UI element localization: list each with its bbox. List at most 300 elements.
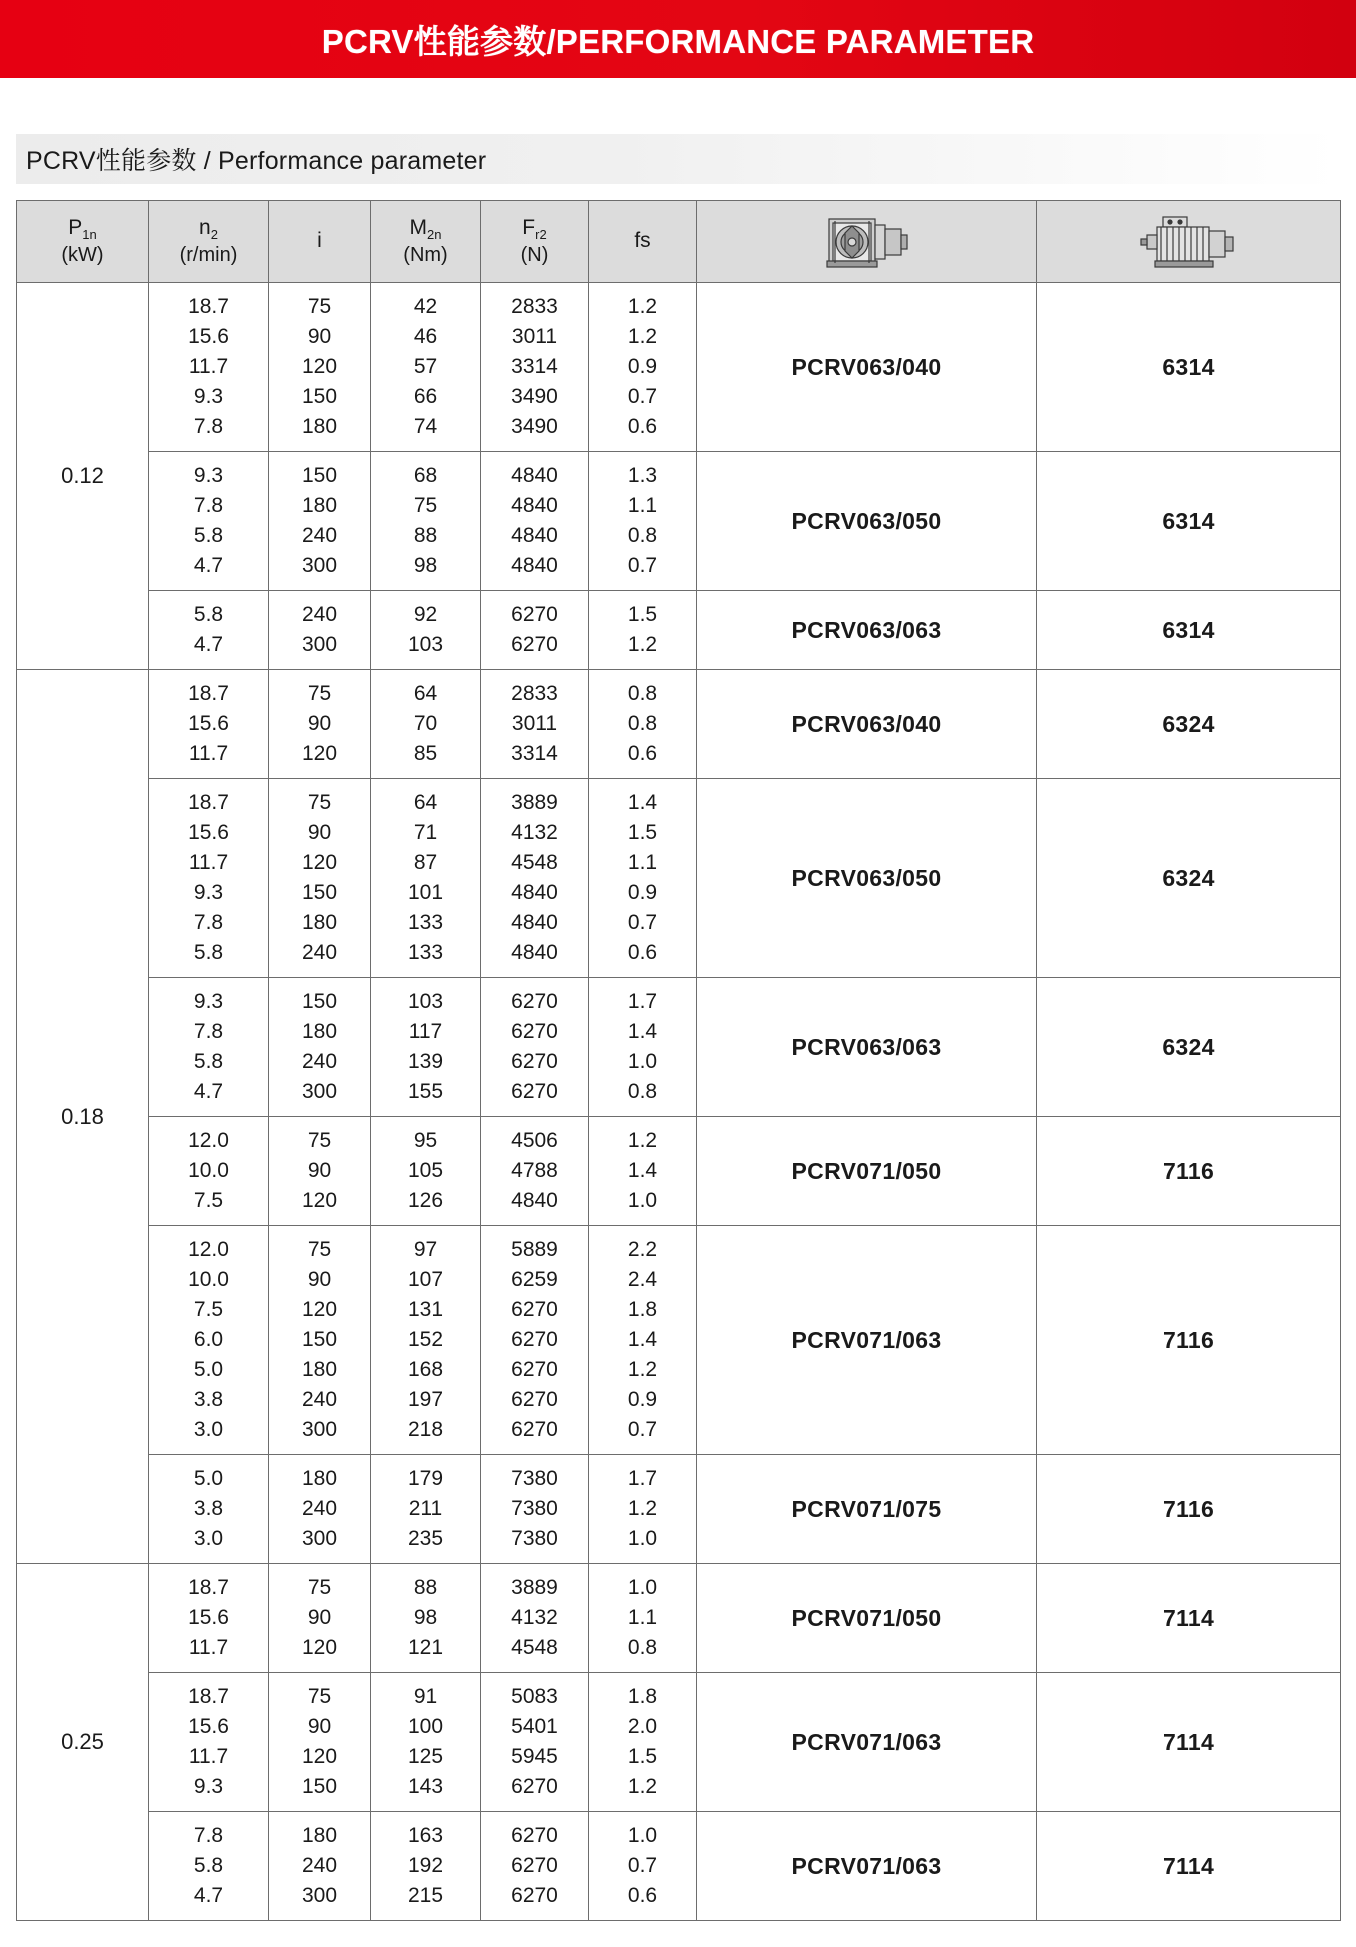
value: 240 bbox=[301, 1050, 338, 1073]
value: 71 bbox=[413, 821, 438, 844]
value: 15.6 bbox=[188, 325, 229, 348]
value-stack bbox=[149, 1564, 268, 1672]
value-stack bbox=[589, 1455, 696, 1563]
header-symbol: $F_{r2}$ bbox=[522, 216, 547, 243]
value: 15.6 bbox=[188, 1715, 229, 1738]
value: 3490 bbox=[511, 415, 558, 438]
value: 300 bbox=[301, 1884, 338, 1907]
value-stack bbox=[269, 452, 370, 590]
value: 46 bbox=[413, 325, 438, 348]
value: 2833 bbox=[511, 295, 558, 318]
cell-output-speed bbox=[149, 1226, 269, 1455]
value: 211 bbox=[408, 1497, 443, 1520]
value-stack bbox=[269, 1564, 370, 1672]
cell-model: PCRV063/040 bbox=[697, 283, 1037, 452]
value: 5.8 bbox=[193, 1050, 224, 1073]
cell-radial-load bbox=[481, 978, 589, 1117]
table-body bbox=[17, 283, 1341, 1921]
table-row bbox=[17, 1673, 1341, 1812]
value: 4506 bbox=[511, 1129, 558, 1152]
value: 1.4 bbox=[627, 1159, 658, 1182]
value: 18.7 bbox=[188, 682, 229, 705]
value-stack bbox=[269, 1226, 370, 1454]
value-stack bbox=[269, 1812, 370, 1920]
value: 66 bbox=[413, 385, 438, 408]
cell-service-factor bbox=[589, 1812, 697, 1921]
value-stack bbox=[149, 978, 268, 1116]
header-symbol: $n_2$ bbox=[199, 216, 218, 243]
table-row bbox=[17, 670, 1341, 779]
value-stack bbox=[149, 779, 268, 977]
cell-service-factor bbox=[589, 1564, 697, 1673]
header-subscript: 2 bbox=[210, 227, 218, 243]
cell-output-torque bbox=[371, 283, 481, 452]
cell-radial-load bbox=[481, 1226, 589, 1455]
value: 10.0 bbox=[188, 1268, 229, 1291]
value: 3.0 bbox=[193, 1418, 224, 1441]
value: 5.8 bbox=[193, 941, 224, 964]
value: 105 bbox=[407, 1159, 444, 1182]
value: 120 bbox=[301, 851, 338, 874]
value: 0.6 bbox=[627, 742, 658, 765]
value: 11.7 bbox=[188, 1745, 229, 1768]
value: 7.8 bbox=[193, 494, 224, 517]
header-subscript: r2 bbox=[535, 227, 547, 243]
performance-table bbox=[16, 200, 1341, 1921]
value: 131 bbox=[407, 1298, 444, 1321]
value: 180 bbox=[301, 1467, 338, 1490]
cell-output-speed bbox=[149, 670, 269, 779]
value: 1.0 bbox=[627, 1576, 658, 1599]
value: 64 bbox=[413, 682, 438, 705]
value: 1.2 bbox=[627, 1358, 658, 1381]
value: 75 bbox=[413, 494, 438, 517]
cell-output-torque bbox=[371, 1455, 481, 1564]
value: 100 bbox=[407, 1715, 444, 1738]
value-stack bbox=[269, 283, 370, 451]
header-radial-load bbox=[481, 201, 589, 283]
value: 7.5 bbox=[193, 1298, 224, 1321]
cell-output-torque bbox=[371, 1564, 481, 1673]
motor-icon bbox=[1137, 211, 1241, 273]
value: 0.8 bbox=[627, 712, 658, 735]
value: 4788 bbox=[511, 1159, 558, 1182]
value: 240 bbox=[301, 941, 338, 964]
value-stack bbox=[371, 283, 480, 451]
value-stack bbox=[589, 452, 696, 590]
value: 240 bbox=[301, 1854, 338, 1877]
value-stack bbox=[269, 1455, 370, 1563]
value: 90 bbox=[307, 1268, 332, 1291]
value: 1.2 bbox=[627, 325, 658, 348]
value: 1.3 bbox=[627, 464, 658, 487]
value-stack bbox=[149, 1812, 268, 1920]
cell-motor: 7116 bbox=[1037, 1117, 1341, 1226]
value: 143 bbox=[407, 1775, 444, 1798]
value: 7.8 bbox=[193, 1020, 224, 1043]
value: 68 bbox=[413, 464, 438, 487]
value-stack bbox=[481, 283, 588, 451]
value: 3.8 bbox=[193, 1388, 224, 1411]
value: 300 bbox=[301, 1080, 338, 1103]
value: 75 bbox=[307, 791, 332, 814]
value: 163 bbox=[407, 1824, 444, 1847]
cell-ratio bbox=[269, 1117, 371, 1226]
value: 180 bbox=[301, 1358, 338, 1381]
cell-ratio bbox=[269, 452, 371, 591]
cell-output-speed bbox=[149, 1812, 269, 1921]
value: 7.8 bbox=[193, 1824, 224, 1847]
value: 1.2 bbox=[627, 1129, 658, 1152]
value: 97 bbox=[413, 1238, 438, 1261]
value: 1.0 bbox=[627, 1050, 658, 1073]
value: 6270 bbox=[511, 1854, 558, 1877]
value: 12.0 bbox=[188, 1129, 229, 1152]
value-stack bbox=[149, 1226, 268, 1454]
value: 0.8 bbox=[627, 682, 658, 705]
value: 9.3 bbox=[193, 385, 224, 408]
value: 1.5 bbox=[627, 821, 658, 844]
value: 0.8 bbox=[627, 1636, 658, 1659]
banner-title: PCRV性能参数/PERFORMANCE PARAMETER bbox=[321, 22, 1035, 60]
header-unit: (N) bbox=[520, 243, 549, 266]
cell-output-torque bbox=[371, 452, 481, 591]
value: 4840 bbox=[511, 911, 558, 934]
value-stack bbox=[589, 670, 696, 778]
value: 6270 bbox=[511, 1388, 558, 1411]
value-stack bbox=[589, 779, 696, 977]
value-stack bbox=[371, 1564, 480, 1672]
cell-service-factor bbox=[589, 1455, 697, 1564]
cell-radial-load bbox=[481, 452, 589, 591]
value-stack bbox=[589, 283, 696, 451]
table-row bbox=[17, 1226, 1341, 1455]
value-stack bbox=[371, 1226, 480, 1454]
value: 120 bbox=[301, 1189, 338, 1212]
value: 133 bbox=[407, 941, 444, 964]
value-stack bbox=[269, 591, 370, 669]
value: 120 bbox=[301, 742, 338, 765]
value: 103 bbox=[407, 990, 444, 1013]
value: 1.5 bbox=[627, 1745, 658, 1768]
value: 1.0 bbox=[627, 1824, 658, 1847]
cell-output-torque bbox=[371, 670, 481, 779]
header-ratio bbox=[269, 201, 371, 283]
value: 1.0 bbox=[627, 1189, 658, 1212]
value: 91 bbox=[413, 1685, 438, 1708]
header-output-torque bbox=[371, 201, 481, 283]
cell-output-torque bbox=[371, 779, 481, 978]
value-stack bbox=[269, 1673, 370, 1811]
value: 180 bbox=[301, 1020, 338, 1043]
value: 75 bbox=[307, 1685, 332, 1708]
value: 4.7 bbox=[193, 554, 224, 577]
value-stack bbox=[589, 1226, 696, 1454]
header-input-power bbox=[17, 201, 149, 283]
value: 90 bbox=[307, 821, 332, 844]
value: 240 bbox=[301, 603, 338, 626]
value: 7380 bbox=[511, 1497, 558, 1520]
table-row bbox=[17, 779, 1341, 978]
value: 0.6 bbox=[627, 415, 658, 438]
value: 240 bbox=[301, 1388, 338, 1411]
value: 75 bbox=[307, 682, 332, 705]
cell-ratio bbox=[269, 779, 371, 978]
value: 120 bbox=[301, 1298, 338, 1321]
value: 2.4 bbox=[627, 1268, 658, 1291]
value: 64 bbox=[413, 791, 438, 814]
value: 117 bbox=[408, 1020, 443, 1043]
value: 0.7 bbox=[627, 911, 658, 934]
value: 103 bbox=[407, 633, 444, 656]
value: 4132 bbox=[511, 821, 558, 844]
group-power-0: 0.12 bbox=[17, 283, 149, 670]
value: 3889 bbox=[511, 1576, 558, 1599]
cell-model: PCRV071/075 bbox=[697, 1455, 1037, 1564]
value: 1.1 bbox=[627, 494, 658, 517]
value: 5.8 bbox=[193, 603, 224, 626]
value: 5.0 bbox=[193, 1358, 224, 1381]
value: 0.7 bbox=[627, 554, 658, 577]
value-stack bbox=[481, 452, 588, 590]
value: 1.2 bbox=[627, 1775, 658, 1798]
cell-model: PCRV071/063 bbox=[697, 1812, 1037, 1921]
cell-radial-load bbox=[481, 591, 589, 670]
cell-motor: 6324 bbox=[1037, 978, 1341, 1117]
value-stack bbox=[589, 1117, 696, 1225]
header-unit: (r/min) bbox=[179, 243, 238, 266]
cell-motor: 7116 bbox=[1037, 1226, 1341, 1455]
value: 6270 bbox=[511, 603, 558, 626]
cell-service-factor bbox=[589, 283, 697, 452]
cell-service-factor bbox=[589, 978, 697, 1117]
value: 18.7 bbox=[188, 791, 229, 814]
value: 2.0 bbox=[627, 1715, 658, 1738]
value: 6270 bbox=[511, 1775, 558, 1798]
value: 90 bbox=[307, 712, 332, 735]
value-stack bbox=[371, 1117, 480, 1225]
value-stack bbox=[149, 1673, 268, 1811]
value: 150 bbox=[301, 881, 338, 904]
value: 75 bbox=[307, 1238, 332, 1261]
value-stack bbox=[371, 1812, 480, 1920]
value: 168 bbox=[407, 1358, 444, 1381]
value: 4840 bbox=[511, 464, 558, 487]
value: 1.5 bbox=[627, 603, 658, 626]
value: 5.0 bbox=[193, 1467, 224, 1490]
cell-radial-load bbox=[481, 670, 589, 779]
value: 11.7 bbox=[188, 742, 229, 765]
value-stack bbox=[481, 670, 588, 778]
cell-output-speed bbox=[149, 1455, 269, 1564]
value-stack bbox=[371, 779, 480, 977]
table-row bbox=[17, 591, 1341, 670]
value: 192 bbox=[407, 1854, 444, 1877]
cell-service-factor bbox=[589, 1673, 697, 1812]
header-unit: (Nm) bbox=[403, 243, 448, 266]
header-unit: (kW) bbox=[61, 243, 104, 266]
value: 74 bbox=[413, 415, 438, 438]
value: 6270 bbox=[511, 990, 558, 1013]
cell-model: PCRV063/063 bbox=[697, 978, 1037, 1117]
header-symbol: $M_{2n}$ bbox=[409, 216, 442, 243]
table-row bbox=[17, 1812, 1341, 1921]
value: 6270 bbox=[511, 1824, 558, 1847]
value: 3314 bbox=[511, 742, 558, 765]
value: 88 bbox=[413, 1576, 438, 1599]
cell-radial-load bbox=[481, 1564, 589, 1673]
cell-motor: 6314 bbox=[1037, 283, 1341, 452]
value: 90 bbox=[307, 1715, 332, 1738]
value-stack bbox=[481, 1117, 588, 1225]
cell-motor: 7114 bbox=[1037, 1812, 1341, 1921]
performance-table-wrap bbox=[0, 200, 1356, 1947]
value-stack bbox=[371, 978, 480, 1116]
value: 15.6 bbox=[188, 1606, 229, 1629]
value: 7.8 bbox=[193, 911, 224, 934]
table-row bbox=[17, 1455, 1341, 1564]
value: 0.7 bbox=[627, 1854, 658, 1877]
value: 1.0 bbox=[627, 1527, 658, 1550]
value: 6270 bbox=[511, 1884, 558, 1907]
value: 4840 bbox=[511, 494, 558, 517]
banner-spacer bbox=[0, 78, 1356, 134]
section-subtitle-bar bbox=[16, 134, 1340, 184]
cell-output-speed bbox=[149, 1564, 269, 1673]
cell-ratio bbox=[269, 1564, 371, 1673]
value: 6270 bbox=[511, 1298, 558, 1321]
value: 5945 bbox=[511, 1745, 558, 1768]
header-subscript: 2n bbox=[427, 227, 442, 243]
value: 9.3 bbox=[193, 1775, 224, 1798]
cell-motor: 6314 bbox=[1037, 591, 1341, 670]
value: 4840 bbox=[511, 941, 558, 964]
value: 7.5 bbox=[193, 1189, 224, 1212]
value: 4132 bbox=[511, 1606, 558, 1629]
value: 0.9 bbox=[627, 355, 658, 378]
value-stack bbox=[269, 779, 370, 977]
value: 4548 bbox=[511, 1636, 558, 1659]
value: 215 bbox=[407, 1884, 444, 1907]
cell-radial-load bbox=[481, 1455, 589, 1564]
value: 4840 bbox=[511, 554, 558, 577]
cell-ratio bbox=[269, 1226, 371, 1455]
value-stack bbox=[481, 1673, 588, 1811]
value: 120 bbox=[301, 1636, 338, 1659]
header-symbol: i bbox=[317, 229, 322, 253]
value: 90 bbox=[307, 1606, 332, 1629]
value-stack bbox=[481, 1564, 588, 1672]
value: 75 bbox=[307, 1129, 332, 1152]
cell-output-speed bbox=[149, 1117, 269, 1226]
cell-model: PCRV071/050 bbox=[697, 1117, 1037, 1226]
cell-motor: 6324 bbox=[1037, 779, 1341, 978]
header-symbol: $P_{1n}$ bbox=[68, 216, 97, 243]
value: 10.0 bbox=[188, 1159, 229, 1182]
value-stack bbox=[149, 670, 268, 778]
value: 11.7 bbox=[188, 1636, 229, 1659]
cell-model: PCRV063/063 bbox=[697, 591, 1037, 670]
value: 15.6 bbox=[188, 821, 229, 844]
value: 6270 bbox=[511, 1020, 558, 1043]
value: 9.3 bbox=[193, 881, 224, 904]
header-symbol: fs bbox=[634, 229, 651, 253]
cell-output-speed bbox=[149, 591, 269, 670]
value: 240 bbox=[301, 1497, 338, 1520]
value: 126 bbox=[407, 1189, 444, 1212]
value: 42 bbox=[413, 295, 438, 318]
value: 300 bbox=[301, 633, 338, 656]
value-stack bbox=[149, 283, 268, 451]
value: 150 bbox=[301, 990, 338, 1013]
value: 2.2 bbox=[627, 1238, 658, 1261]
cell-radial-load bbox=[481, 283, 589, 452]
value: 3314 bbox=[511, 355, 558, 378]
value: 150 bbox=[301, 1328, 338, 1351]
value: 120 bbox=[301, 355, 338, 378]
value: 75 bbox=[307, 295, 332, 318]
value: 7380 bbox=[511, 1527, 558, 1550]
value: 9.3 bbox=[193, 464, 224, 487]
value: 6270 bbox=[511, 1050, 558, 1073]
cell-output-torque bbox=[371, 1117, 481, 1226]
value: 180 bbox=[301, 911, 338, 934]
header-output-speed bbox=[149, 201, 269, 283]
value: 0.9 bbox=[627, 1388, 658, 1411]
value: 3.8 bbox=[193, 1497, 224, 1520]
value: 300 bbox=[301, 554, 338, 577]
cell-output-speed bbox=[149, 283, 269, 452]
value-stack bbox=[149, 452, 268, 590]
value: 1.4 bbox=[627, 1328, 658, 1351]
value: 90 bbox=[307, 1159, 332, 1182]
value: 90 bbox=[307, 325, 332, 348]
value: 133 bbox=[407, 911, 444, 934]
value: 4840 bbox=[511, 1189, 558, 1212]
value: 152 bbox=[407, 1328, 444, 1351]
value: 235 bbox=[407, 1527, 444, 1550]
value: 1.4 bbox=[627, 1020, 658, 1043]
value: 75 bbox=[307, 1576, 332, 1599]
value: 98 bbox=[413, 1606, 438, 1629]
value-stack bbox=[371, 670, 480, 778]
cell-ratio bbox=[269, 978, 371, 1117]
value: 1.4 bbox=[627, 791, 658, 814]
value-stack bbox=[589, 1564, 696, 1672]
section-subtitle: PCRV性能参数 / Performance parameter bbox=[26, 147, 487, 175]
value: 121 bbox=[407, 1636, 444, 1659]
cell-output-torque bbox=[371, 591, 481, 670]
value: 18.7 bbox=[188, 1576, 229, 1599]
value: 0.9 bbox=[627, 881, 658, 904]
table-row bbox=[17, 283, 1341, 452]
value-stack bbox=[371, 1455, 480, 1563]
value: 6270 bbox=[511, 633, 558, 656]
value: 11.7 bbox=[188, 355, 229, 378]
value-stack bbox=[371, 1673, 480, 1811]
value: 180 bbox=[301, 494, 338, 517]
value: 92 bbox=[413, 603, 438, 626]
value: 6270 bbox=[511, 1328, 558, 1351]
cell-service-factor bbox=[589, 1117, 697, 1226]
cell-output-torque bbox=[371, 1226, 481, 1455]
value: 240 bbox=[301, 524, 338, 547]
value: 150 bbox=[301, 385, 338, 408]
value: 70 bbox=[413, 712, 438, 735]
cell-ratio bbox=[269, 591, 371, 670]
value-stack bbox=[589, 591, 696, 669]
cell-model: PCRV071/050 bbox=[697, 1564, 1037, 1673]
